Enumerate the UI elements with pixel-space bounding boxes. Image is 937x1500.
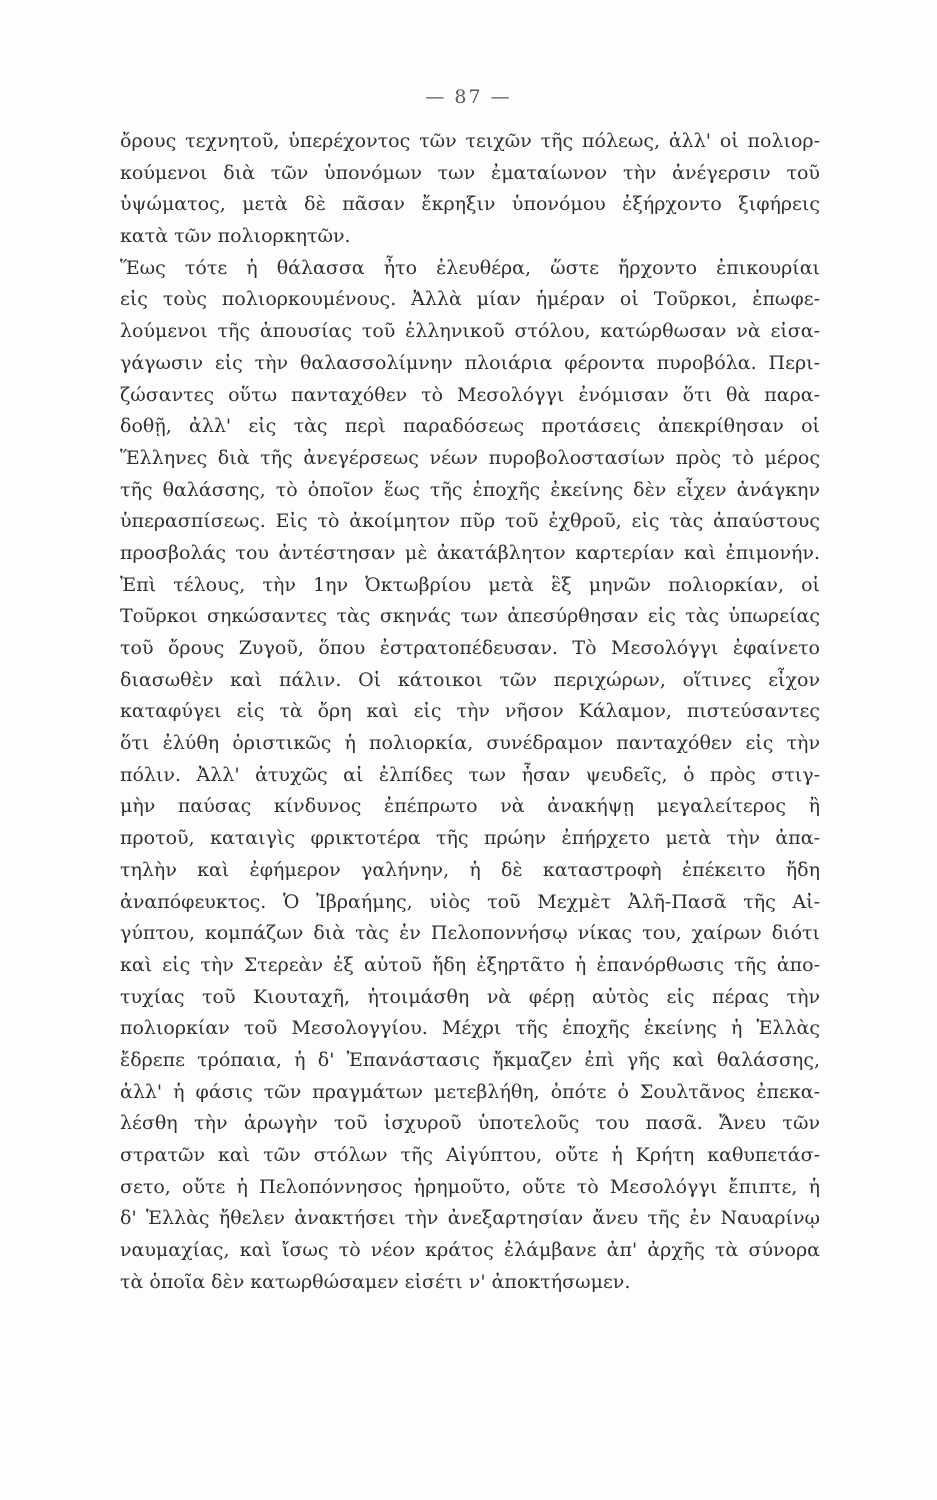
text-line: προσβολάς του ἀντέστησαν μὲ ἀκατάβλητον καρτερίαν καὶ ἐπιμονήν. — [120, 541, 820, 564]
text-line: δ' Ἑλλὰς ἤθελεν ἀνακτήσει τὴν ἀνεξαρτησίαν ἄνευ τῆς ἐν Ναυαρίνῳ — [120, 1207, 820, 1230]
text-line: ἀναπόφευκτος. Ὁ Ἰβραήμης, υἱὸς τοῦ Μεχμὲτ Ἀλῆ-Πασᾶ τῆς Αἰ- — [120, 890, 820, 913]
text-line: ὅτι ἐλύθη ὁριστικῶς ἡ πολιορκία, συνέδραμον πανταχόθεν εἰς τὴν — [120, 732, 820, 755]
page-number: — 87 — — [425, 86, 512, 108]
text-line: προτοῦ, καταιγὶς φρικτοτέρα τῆς πρώην ἐπήρχετο μετὰ τὴν ἀπα- — [120, 827, 820, 850]
text-line: πολιορκίαν τοῦ Μεσολογγίου. Μέχρι τῆς ἐποχῆς ἐκείνης ἡ Ἑλλὰς — [120, 1017, 820, 1040]
text-line: δοθῇ, ἀλλ' εἰς τὰς περὶ παραδόσεως προτάσεις ἀπεκρίθησαν οἱ — [120, 415, 820, 438]
text-line: Ἕλληνες διὰ τῆς ἀνεγέρσεως νέων πυροβολοστασίων πρὸς τὸ μέρος — [120, 446, 820, 469]
text-line: τηλὴν καὶ ἐφήμερον γαλήνην, ἡ δὲ καταστροφὴ ἐπέκειτο ἤδη — [120, 858, 820, 881]
text-line: σετο, οὔτε ἡ Πελοπόννησος ἠρημοῦτο, οὔτε τὸ Μεσολόγγι ἔπιπτε, ἡ — [120, 1175, 820, 1198]
text-line: ἔδρεπε τρόπαια, ἡ δ' Ἐπανάστασις ἤκμαζεν ἐπὶ γῆς καὶ θαλάσσης, — [120, 1048, 820, 1071]
text-line: ἀλλ' ἡ φάσις τῶν πραγμάτων μετεβλήθη, ὁπότε ὁ Σουλτᾶνος ἐπεκα- — [120, 1080, 820, 1103]
text-line: τυχίας τοῦ Κιουταχῆ, ἡτοιμάσθη νὰ φέρῃ αὐτὸς εἰς πέρας τὴν — [120, 985, 820, 1008]
text-line: Ἐπὶ τέλους, τὴν 1ην Ὀκτωβρίου μετὰ ἓξ μηνῶν πολιορκίαν, οἱ — [120, 573, 820, 596]
text-line: Τοῦρκοι σηκώσαντες τὰς σκηνάς των ἀπεσύρθησαν εἰς τὰς ὑπωρείας — [120, 605, 820, 628]
text-line: ὄρους τεχνητοῦ, ὑπερέχοντος τῶν τειχῶν τῆς πόλεως, ἀλλ' οἱ πολιορ- — [120, 130, 820, 152]
text-line: κατὰ τῶν πολιορκητῶν. — [120, 225, 351, 248]
text-line: λούμενοι τῆς ἀπουσίας τοῦ ἑλληνικοῦ στόλου, κατώρθωσαν νὰ εἰσα- — [120, 320, 820, 343]
text-line: εἰς τοὺς πολιορκουμένους. Ἀλλὰ μίαν ἡμέραν οἱ Τοῦρκοι, ἐπωφε- — [120, 288, 820, 311]
text-line: μὴν παύσας κίνδυνος ἐπέπρωτο νὰ ἀνακήψῃ μεγαλείτερος ἢ — [120, 795, 820, 818]
text-line: διασωθὲν καὶ πάλιν. Οἱ κάτοικοι τῶν περιχώρων, οἵτινες εἶχον — [120, 668, 820, 691]
text-line: καὶ εἰς τὴν Στερεὰν ἐξ αὐτοῦ ἤδη ἐξηρτᾶτο ἡ ἐπανόρθωσις τῆς ἀπο- — [120, 953, 820, 976]
text-line: ὑψώματος, μετὰ δὲ πᾶσαν ἔκρηξιν ὑπονόμου ἐξήρχοντο ξιφήρεις — [120, 193, 820, 216]
text-line: τῆς θαλάσσης, τὸ ὁποῖον ἕως τῆς ἐποχῆς ἐκείνης δὲν εἶχεν ἀνάγκην — [120, 478, 820, 501]
text-line: κούμενοι διὰ τῶν ὑπονόμων των ἐματαίωνον τὴν ἀνέγερσιν τοῦ — [120, 161, 820, 184]
text-line: Ἕως τότε ἡ θάλασσα ἦτο ἐλευθέρα, ὥστε ἤρχοντο ἐπικουρίαι — [120, 256, 820, 279]
text-line: ναυμαχίας, καὶ ἴσως τὸ νέον κράτος ἐλάμβανε ἀπ' ἀρχῆς τὰ σύνορα — [120, 1239, 820, 1262]
text-line: πόλιν. Ἀλλ' ἀτυχῶς αἱ ἐλπίδες των ἦσαν ψευδεῖς, ὁ πρὸς στιγ- — [120, 763, 820, 786]
text-line: γύπτου, κομπάζων διὰ τὰς ἐν Πελοποννήσῳ νίκας του, χαίρων διότι — [120, 922, 820, 945]
text-line: καταφύγει εἰς τὰ ὄρη καὶ εἰς τὴν νῆσον Κάλαμον, πιστεύσαντες — [120, 700, 820, 723]
text-line: τοῦ ὄρους Ζυγοῦ, ὅπου ἐστρατοπέδευσαν. Τὸ Μεσολόγγι ἐφαίνετο — [120, 637, 820, 659]
text-line: τὰ ὁποῖα δὲν κατωρθώσαμεν εἰσέτι ν' ἀποκτήσωμεν. — [120, 1270, 631, 1293]
text-line: ζώσαντες οὕτω πανταχόθεν τὸ Μεσολόγγι ἐνόμισαν ὅτι θὰ παρα- — [120, 383, 820, 406]
body-text — [120, 126, 820, 1298]
text-line: γάγωσιν εἰς τὴν θαλασσολίμνην πλοιάρια φέροντα πυροβόλα. Περι- — [120, 351, 820, 374]
text-line: στρατῶν καὶ τῶν στόλων τῆς Αἰγύπτου, οὔτε ἡ Κρήτη καθυπετάσ- — [120, 1144, 820, 1166]
text-line: λέσθη τὴν ἀρωγὴν τοῦ ἰσχυροῦ ὑποτελοῦς του πασᾶ. Ἄνευ τῶν — [120, 1112, 820, 1135]
text-line: ὑπερασπίσεως. Εἰς τὸ ἀκοίμητον πῦρ τοῦ ἐχθροῦ, εἰς τὰς ἀπαύστους — [120, 510, 820, 533]
